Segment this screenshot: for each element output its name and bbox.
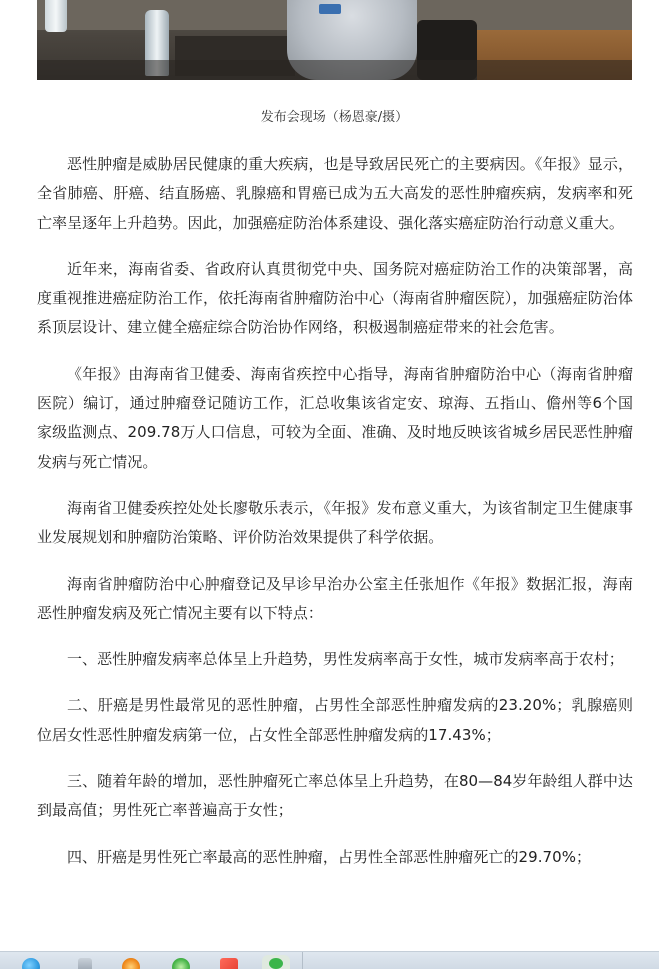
article-body [37, 150, 633, 889]
paragraph: 三、随着年龄的增加，恶性肿瘤死亡率总体呈上升趋势，在80—84岁年龄组人群中达到最高值；男性死亡率普遍高于女性； [37, 772, 633, 820]
browser-icon[interactable] [22, 958, 40, 969]
photo-phone [319, 4, 341, 14]
photo-floor [37, 60, 632, 80]
wechat-bubble-icon [269, 958, 283, 969]
paragraph: 《年报》由海南省卫健委、海南省疾控中心指导，海南省肿瘤防治中心（海南省肿瘤医院）编订，通过肿瘤登记随访工作，汇总收集该省定安、琼海、五指山、儋州等6个国家级监测点、209.78万人口信息，可较为全面、准确、及时地反映该省城乡居民恶性肿瘤发病与死亡情况。 [37, 364, 633, 471]
paragraph: 二、肝癌是男性最常见的恶性肿瘤，占男性全部恶性肿瘤发病的23.20%；乳腺癌则位居女性恶性肿瘤发病第一位，占女性全部恶性肿瘤发病的17.43%； [37, 696, 633, 744]
paragraph: 恶性肿瘤是威胁居民健康的重大疾病，也是导致居民死亡的主要病因。《年报》显示，全省肺癌、肝癌、结直肠癌、乳腺癌和胃癌已成为五大高发的恶性肿瘤疾病，发病率和死亡率呈逐年上升趋势。因此，加强癌症防治体系建设、强化落实癌症防治行动意义重大。 [37, 155, 633, 232]
photo-bottle [45, 0, 67, 32]
wps-icon[interactable] [220, 958, 238, 969]
paragraph: 海南省肿瘤防治中心肿瘤登记及早诊早治办公室主任张旭作《年报》数据汇报，海南恶性肿瘤发病及死亡情况主要有以下特点： [37, 574, 633, 622]
paragraph: 海南省卫健委疾控处处长廖敬乐表示，《年报》发布意义重大，为该省制定卫生健康事业发展规划和肿瘤防治策略、评价防治效果提供了科学依据。 [37, 498, 633, 547]
paragraph: 近年来，海南省委、省政府认真贯彻党中央、国务院对癌症防治工作的决策部署，高度重视推进癌症防治工作，依托海南省肿瘤防治中心（海南省肿瘤医院），加强癌症防治体系顶层设计、建立健全癌症综合防治协作网络，积极遏制癌症带来的社会危害。 [37, 259, 633, 337]
taskbar-separator [302, 952, 303, 969]
file-manager-icon[interactable] [78, 958, 92, 969]
photo-caption: 发布会现场（杨恩豪/摄） [260, 110, 409, 125]
event-photo [37, 0, 632, 80]
paragraph: 一、恶性肿瘤发病率总体呈上升趋势，男性发病率高于女性，城市发病率高于农村； [67, 650, 624, 669]
taskbar [0, 951, 659, 969]
paragraph: 四、肝癌是男性死亡率最高的恶性肿瘤，占男性全部恶性肿瘤死亡的29.70%； [67, 847, 592, 866]
chat-app-icon[interactable] [172, 958, 190, 969]
wechat-icon[interactable] [262, 955, 290, 969]
media-app-icon[interactable] [122, 958, 140, 969]
